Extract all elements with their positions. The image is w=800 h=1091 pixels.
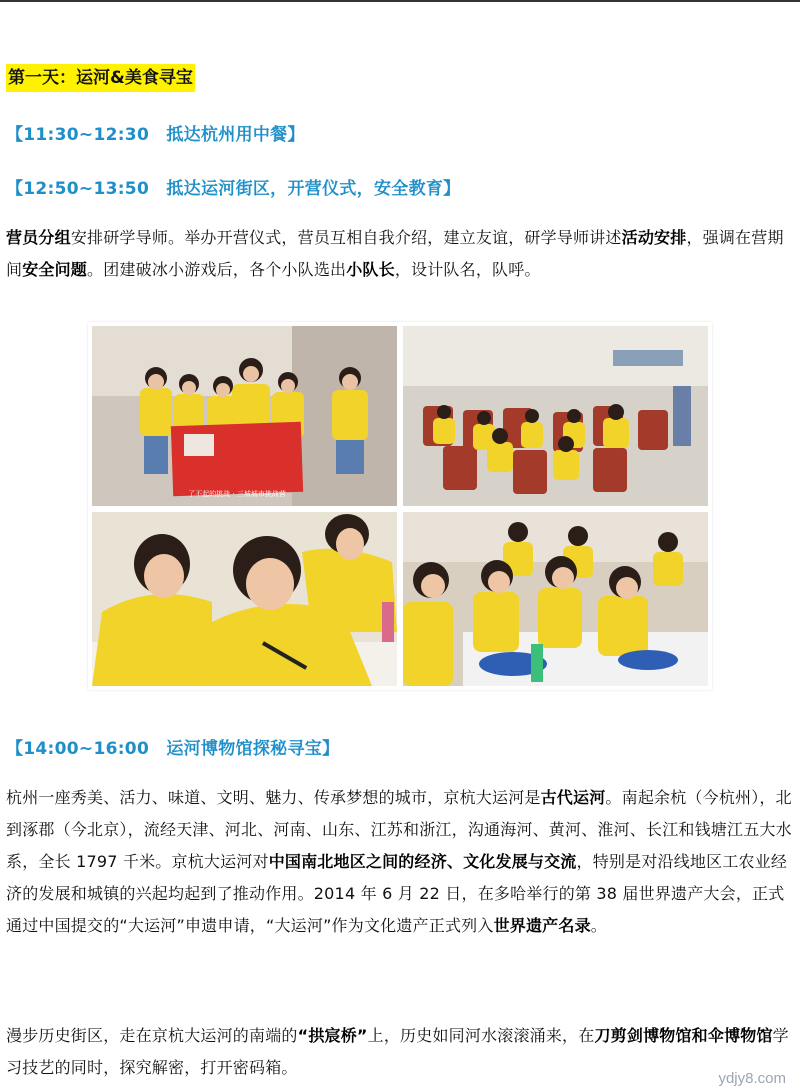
- paragraph-grand-canal: 杭州一座秀美、活力、味道、文明、魅力、传承梦想的城市，京杭大运河是古代运河。南起余杭（今杭州），北到涿郡（今北京），流经天津、河北、河南、山东、江苏和浙江，沟通海河、黄河、淮河、长江和钱塘江五大水系，全长 1797 千米。京杭大运河对中国南北地区之间的经济、文化发展与交流，特别是对沿线地区工农业经济的发展和城镇的兴起均起到了推动作用。2014 年 6 月 22 日，在多哈举行的第 38 届世界遗产大会，正式通过中国提交的“大运河”申遗申请，“大运河”作为文化遗产正式列入世界遗产名录。: [6, 788, 792, 935]
- photo-kids-with-banner: [92, 326, 397, 506]
- banner-caption: 了不起的挑战 · 三城城市挑战营: [188, 490, 286, 498]
- time-heading-lunch: 【11:30~12:30 抵达杭州用中餐】: [6, 125, 305, 145]
- top-border-line: [0, 0, 800, 2]
- paragraph-opening: 营员分组安排研学导师。举办开营仪式，营员互相自我介绍，建立友谊，研学导师讲述活动安排，强调在营期间安全问题。团建破冰小游戏后，各个小队选出小队长，设计队名，队呼。: [6, 228, 784, 279]
- time-heading-museum: 【14:00~16:00 运河博物馆探秘寻宝】: [6, 739, 340, 759]
- photo-kids-at-table: [403, 512, 708, 686]
- time-heading-opening: 【12:50~13:50 抵达运河街区，开营仪式，安全教育】: [6, 179, 461, 199]
- photo-girl-writing: [92, 512, 397, 686]
- paragraph-historic-district: 漫步历史街区，走在京杭大运河的南端的“拱宸桥”上，历史如同河水滚滚涌来，在刀剪剑博物馆和伞博物馆学习技艺的同时，探究解密，打开密码箱。: [6, 1026, 789, 1077]
- site-watermark: ydjy8.com: [718, 1070, 786, 1087]
- photo-meeting-room: [403, 326, 708, 506]
- photo-collage: [88, 322, 712, 690]
- day-title: 第一天：运河&美食寻宝: [6, 64, 195, 92]
